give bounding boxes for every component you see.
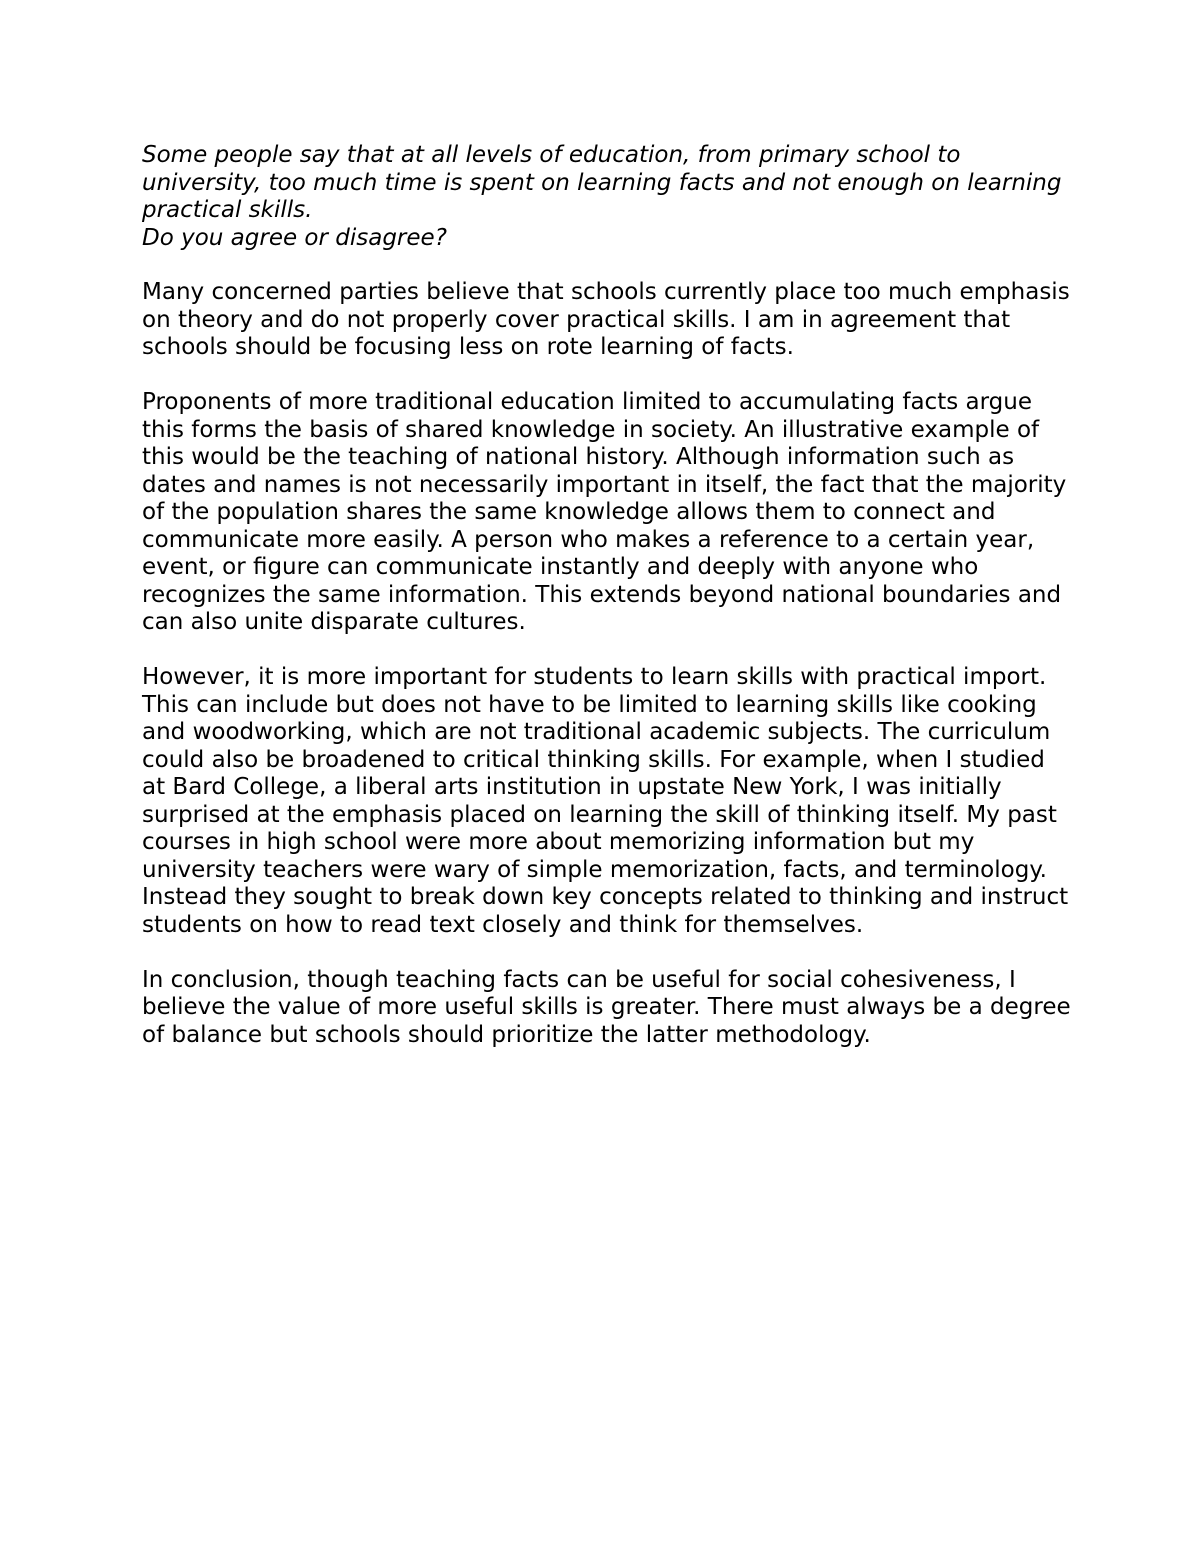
document-body	[142, 142, 1072, 1077]
prompt-statement: Some people say that at all levels of education, from primary school to university, too much time is spent on learning facts and not enough on learning practical skills.	[142, 142, 1062, 223]
paragraph-conclusion: In conclusion, though teaching facts can be useful for social cohesiveness, I believe the value of more useful skills is greater. There must always be a degree of balance but schools should prioritize the latter methodology.	[142, 966, 1071, 1048]
essay-prompt	[142, 142, 1072, 252]
paragraph-counterargument: Proponents of more traditional education limited to accumulating facts argue this forms the basis of shared knowledge in society. An illustrative example of this would be the teaching of national history. Although information such as dates and names is not necessarily important in itself, the fact that the majority of the population shares the same knowledge allows them to connect and communicate more easily. A person who makes a reference to a certain year, event, or figure can communicate instantly and deeply with anyone who recognizes the same information. This extends beyond national boundaries and can also unite disparate cultures.	[142, 389, 1067, 635]
paragraph-argument: However, it is more important for students to learn skills with practical import. This can include but does not have to be limited to learning skills like cooking and woodworking, which are not traditional academic subjects. The curriculum could also be broadened to critical thinking skills. For example, when I studied at Bard College, a liberal arts institution in upstate New York, I was initially surprised at the emphasis placed on learning the skill of thinking itself. My past courses in high school were more about memorizing information but my university teachers were wary of simple memorization, facts, and terminology. Instead they sought to break down key concepts related to thinking and instruct students on how to read text closely and think for themselves.	[142, 664, 1069, 938]
paragraph-introduction: Many concerned parties believe that schools currently place too much emphasis on theory and do not properly cover practical skills. I am in agreement that schools should be focusing less on rote learning of facts.	[142, 279, 1070, 360]
prompt-question: Do you agree or disagree?	[142, 224, 447, 251]
